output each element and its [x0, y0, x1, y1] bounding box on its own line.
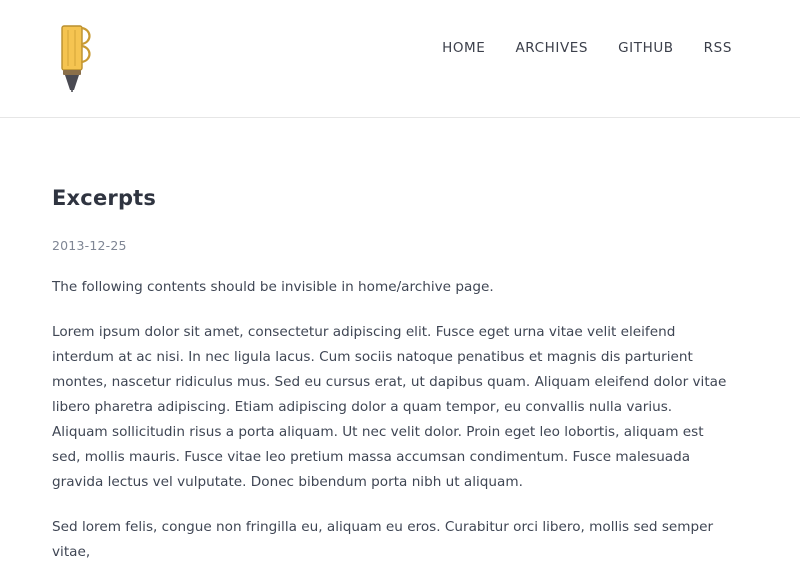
site-logo-link[interactable] [52, 22, 96, 92]
nav-archives[interactable]: ARCHIVES [515, 40, 589, 56]
post-content [0, 118, 800, 565]
post-paragraph: Sed lorem felis, congue non fringilla eu, aliquam eu eros. Curabitur orci libero, mollis sed semper vitae, [52, 519, 714, 560]
main-navigation [442, 40, 732, 56]
post-body [52, 275, 732, 565]
post-paragraph: Lorem ipsum dolor sit amet, consectetur adipiscing elit. Fusce eget urna vitae velit eleifend interdum at ac nisi. In nec ligula lacus. Cum sociis natoque penatibus et magnis dis parturient montes, nascetur ridiculus mus. Sed eu cursus erat, ut dapibus quam. Aliquam eleifend dolor vitae libero pharetra adipiscing. Etiam adipiscing dolor a quam tempor, eu convallis nulla varius. Aliquam sollicitudin risus a porta aliquam. Ut nec velit dolor. Proin eget leo lobortis, aliquam est sed, mollis mauris. Fusce vitae leo pretium massa accumsan condimentum. Fusce malesuada gravida lectus vel vulputate. Donec bibendum porta nibh ut aliquam. [52, 324, 727, 490]
ink-brush-logo-icon [52, 22, 96, 92]
nav-home[interactable]: HOME [442, 40, 486, 56]
nav-github[interactable]: GITHUB [618, 40, 674, 56]
nav-rss[interactable]: RSS [703, 40, 732, 56]
post-date: 2013-12-25 [52, 238, 127, 253]
page-title: Excerpts [52, 186, 157, 210]
excerpt-note: The following contents should be invisible in home/archive page. [52, 279, 494, 295]
site-header [0, 0, 800, 118]
